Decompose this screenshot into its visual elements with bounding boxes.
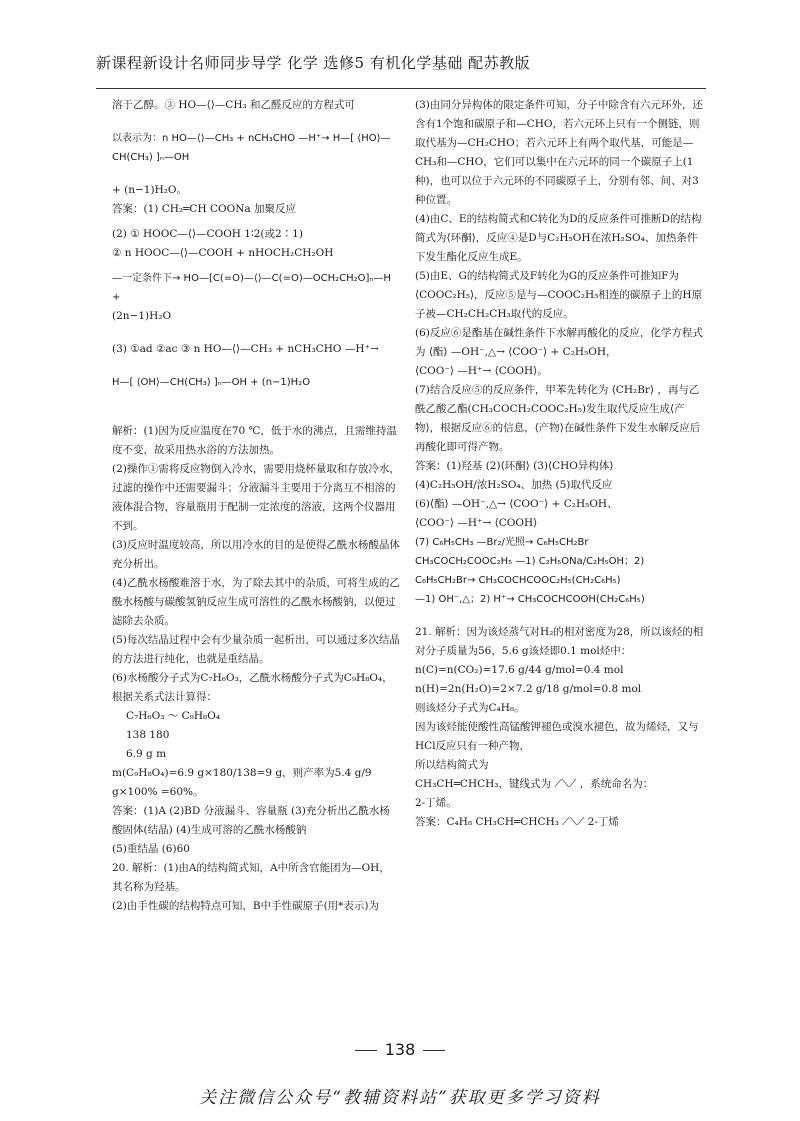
answer-line-7: H—[ ⟨OH⟩—CH(CH₃) ]ₙ—OH + (n−1)H₂O	[112, 377, 311, 388]
right-answer-5: (7) C₆H₅CH₃ —Br₂/光照→ C₆H₅CH₂Br	[415, 537, 589, 548]
page-number	[0, 1040, 800, 1059]
right-answer-1: 答案：(1)羟基 (2)⟨环酮⟩ (3)⟨CHO异构体⟩	[415, 460, 614, 472]
right-line-2: (4)由C、E的结构简式和C转化为D的反应条件可推断D的结构简式为⟨环酮⟩，反应④是D与C₂H₅OH在浓H₂SO₄、加热条件下发生酯化反应生成E。	[415, 213, 702, 263]
q20-analysis-2: (2)由手性碳的结构特点可知，B中手性碳原子(用*表示)为	[112, 900, 380, 912]
right-line-6: (7)结合反应⑤的反应条件，甲苯先转化为 ⟨CH₂Br⟩ ，再与乙酰乙酸乙酯(CH₃COCH₂COOC₂H₅)发生取代反应生成⟨产物⟩，根据反应⑥的信息，⟨产物⟩在碱性条件下发生水解反应后再酸化即可得产物。	[415, 384, 701, 453]
q19-analysis-1: 解析：(1)因为反应温度在70 ℃，低于水的沸点，且需维持温度不变，故采用热水浴的方法加热。	[112, 425, 397, 456]
answer-line-2: (2) ① HOOC—⟨⟩—COOH 1∶2(或2∶1)	[112, 228, 303, 240]
q19-analysis-6: (6)水杨酸分子式为C₇H₆O₃，乙酰水杨酸分子式为C₉H₈O₄，根据关系式法计算得：	[112, 672, 393, 703]
right-answer-6: CH₃COCH₂COOC₂H₅ —1) C₂H₅ONa/C₂H₅OH；2) C₆H₅CH₂Br→ CH₃COCHCOOC₂H₅(CH₂C₆H₅)	[415, 556, 645, 586]
q21-answer: 答案：C₄H₈ CH₃CH═CHCH₃ ⟋⟍⟋ 2-丁烯	[415, 816, 619, 828]
q19-analysis-5: (5)每次结晶过程中会有少量杂质一起析出，可以通过多次结晶的方法进行纯化，也就是重结晶。	[112, 634, 400, 665]
left-line-1: 溶于乙醇。③ HO—⟨⟩—CH₃ 和乙醛反应的方程式可	[112, 99, 356, 111]
q21-formula: 则该烃分子式为C₄H₈。	[415, 702, 525, 714]
answer-line-1: 答案：(1) CH₂═CH COONa 加聚反应	[112, 203, 296, 215]
q19-answer-2: (5)重结晶 (6)60	[112, 843, 190, 855]
footer-note: 关注微信公众号“教辅资料站”获取更多学习资料	[199, 1088, 601, 1108]
q19-analysis-4: (4)乙酰水杨酸难溶于水，为了除去其中的杂质，可将生成的乙酰水杨酸与碳酸氢钠反应生成可溶性的乙酰水杨酸钠，以便过滤除去杂质。	[112, 577, 400, 627]
q21-analysis-5: 2-丁烯。	[415, 797, 457, 809]
page-number-text: 138	[384, 1040, 416, 1059]
q19-yield: m(C₉H₈O₄)=6.9 g×180/138=9 g，则产率为5.4 g/9 g×100% =60%。	[112, 767, 372, 798]
answer-line-3: ② n HOOC—⟨⟩—COOH + nHOCH₂CH₂OH	[112, 247, 334, 259]
right-line-5: ⟨COO⁻⟩ —H⁺→ ⟨COOH⟩。	[415, 365, 548, 377]
page-header: 新课程新设计名师同步导学 化学 选修5 有机化学基础 配苏教版	[96, 54, 531, 72]
q20-analysis-1: 20. 解析：(1)由A的结构简式知，A中所含官能团为—OH，其名称为羟基。	[112, 862, 390, 893]
right-answer-2: (4)C₂H₅OH/浓H₂SO₄、加热 (5)取代反应	[415, 479, 613, 491]
q21-analysis-3: 所以结构简式为	[415, 759, 489, 771]
q19-relation-3: 6.9 g m	[126, 748, 167, 760]
right-answer-3: (6)⟨酯⟩ —OH⁻,△→ ⟨COO⁻⟩ + C₂H₅OH、	[415, 498, 618, 510]
q19-analysis-3: (3)反应时温度较高，所以用冷水的目的是使得乙酰水杨酸晶体充分析出。	[112, 539, 400, 570]
q21-analysis-1: 21. 解析：因为该烃蒸气对H₂的相对密度为28，所以该烃的相对分子质量为56，5.6 g该烃即0.1 mol烃中：	[415, 626, 704, 657]
right-line-4: (6)反应⑥是酯基在碱性条件下水解再酸化的反应，化学方程式为 ⟨酯⟩ —OH⁻,△→ ⟨COO⁻⟩ + C₂H₅OH，	[415, 327, 703, 358]
header-rule	[96, 88, 706, 89]
q19-relation-1: C₇H₆O₃ ～ C₉H₈O₄	[126, 710, 221, 722]
right-line-1: (3)由同分异构体的限定条件可知，分子中除含有六元环外，还含有1个饱和碳原子和—CHO，若六元环上只有一个侧链，则取代基为—CH₂CHO；若六元环上有两个取代基，可能是—CH₃和—CHO，它们可以集中在六元环的同一个碳原子上(1种)，也可以位于六元环的不同碳原子上，分别有邻、间、对3种位置。	[415, 99, 703, 206]
answer-line-6: (3) ①ad ②ac ③ n HO—⟨⟩—CH₃ + nCH₃CHO —H⁺→	[112, 343, 379, 355]
q19-answer-1: 答案：(1)A (2)BD 分液漏斗、容量瓶 (3)充分析出乙酰水杨酸固体(结晶) (4)生成可溶的乙酰水杨酸钠	[112, 805, 390, 836]
answer-line-4: —一定条件下→ HO—[C(=O)—⟨⟩—C(=O)—OCH₂CH₂O]ₙ—H +	[112, 273, 391, 303]
right-line-3: (5)由E、G的结构简式及F转化为G的反应条件可推知F为⟨COOC₂H₅⟩，反应⑤是与—COOC₂H₅相连的碳原子上的H原子被—CH₂CH₂CH₃取代的反应。	[415, 270, 703, 320]
q21-carbon: n(C)=n(CO₂)=17.6 g/44 g/mol=0.4 mol	[415, 664, 624, 676]
right-answer-7: —1) OH⁻,△；2) H⁺→ CH₃COCHCOOH(CH₂C₆H₅)	[415, 594, 645, 605]
dash-right	[423, 1050, 445, 1051]
right-answer-4: ⟨COO⁻⟩ —H⁺→ ⟨COOH⟩	[415, 517, 538, 529]
q21-hydrogen: n(H)=2n(H₂O)=2×7.2 g/18 g/mol=0.8 mol	[415, 683, 642, 695]
left-line-3: + (n−1)H₂O。	[112, 184, 188, 196]
dash-left	[355, 1050, 377, 1051]
left-column	[112, 96, 400, 916]
q19-relation-2: 138 180	[126, 729, 170, 741]
equation-phenol-aldehyde: 以表示为：n HO—⟨⟩—CH₃ + nCH₃CHO —H⁺→ H—[ ⟨HO⟩—CH(CH₃) ]ₙ—OH	[112, 133, 391, 163]
answer-line-5: (2n−1)H₂O	[112, 310, 172, 322]
q19-analysis-2: (2)操作①需将反应物倒入冷水，需要用烧杯量取和存放冷水，过滤的操作中还需要漏斗；分液漏斗主要用于分离互不相溶的液体混合物，容量瓶用于配制一定浓度的溶液，这两个仪器用不到。	[112, 463, 400, 532]
q21-analysis-4: CH₃CH═CHCH₃，键线式为 ⟋⟍⟋ ，系统命名为：	[415, 778, 654, 790]
right-column	[415, 96, 705, 832]
q21-analysis-2: 因为该烃能使酸性高锰酸钾褪色或溴水褪色，故为烯烃，又与HCl反应只有一种产物，	[415, 721, 699, 752]
